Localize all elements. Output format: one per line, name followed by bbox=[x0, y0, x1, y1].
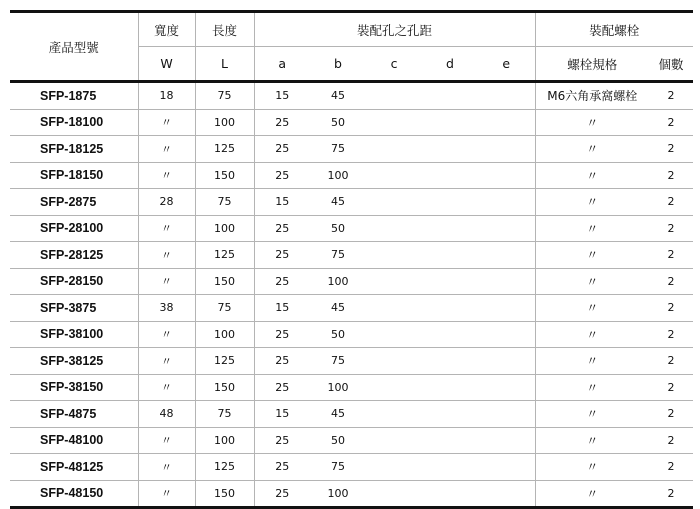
cell-model: SFP-3875 bbox=[10, 295, 138, 322]
cell-d bbox=[422, 162, 478, 189]
header-a: a bbox=[254, 47, 310, 82]
cell-model: SFP-18100 bbox=[10, 109, 138, 136]
cell-length: 150 bbox=[195, 268, 254, 295]
cell-model: SFP-38150 bbox=[10, 374, 138, 401]
cell-b: 45 bbox=[310, 295, 366, 322]
cell-model: SFP-38125 bbox=[10, 348, 138, 375]
cell-bolt-spec: 〃 bbox=[535, 427, 649, 454]
cell-qty: 2 bbox=[649, 215, 693, 242]
table-row bbox=[10, 162, 693, 189]
cell-bolt-spec: 〃 bbox=[535, 242, 649, 269]
cell-width: 〃 bbox=[138, 480, 195, 508]
cell-model: SFP-4875 bbox=[10, 401, 138, 428]
header-c: c bbox=[366, 47, 422, 82]
cell-model: SFP-18125 bbox=[10, 136, 138, 163]
cell-a: 25 bbox=[254, 374, 310, 401]
cell-a: 25 bbox=[254, 136, 310, 163]
cell-c bbox=[366, 427, 422, 454]
header-d: d bbox=[422, 47, 478, 82]
cell-length: 125 bbox=[195, 454, 254, 481]
cell-c bbox=[366, 321, 422, 348]
cell-width: 〃 bbox=[138, 162, 195, 189]
cell-c bbox=[366, 82, 422, 110]
cell-d bbox=[422, 82, 478, 110]
cell-c bbox=[366, 136, 422, 163]
cell-width: 〃 bbox=[138, 109, 195, 136]
header-length-symbol: L bbox=[195, 47, 254, 82]
cell-b: 50 bbox=[310, 427, 366, 454]
header-model: 產品型號 bbox=[10, 12, 138, 82]
cell-b: 100 bbox=[310, 374, 366, 401]
cell-bolt-spec: 〃 bbox=[535, 348, 649, 375]
cell-c bbox=[366, 268, 422, 295]
cell-length: 125 bbox=[195, 348, 254, 375]
cell-e bbox=[478, 321, 535, 348]
cell-width: 28 bbox=[138, 189, 195, 216]
table-row bbox=[10, 136, 693, 163]
cell-c bbox=[366, 480, 422, 508]
cell-e bbox=[478, 480, 535, 508]
cell-d bbox=[422, 427, 478, 454]
cell-bolt-spec: 〃 bbox=[535, 480, 649, 508]
cell-b: 50 bbox=[310, 215, 366, 242]
table-row bbox=[10, 401, 693, 428]
cell-e bbox=[478, 162, 535, 189]
cell-d bbox=[422, 295, 478, 322]
cell-d bbox=[422, 268, 478, 295]
table-row bbox=[10, 268, 693, 295]
cell-bolt-spec: 〃 bbox=[535, 109, 649, 136]
header-width: 寬度 bbox=[138, 12, 195, 47]
cell-a: 15 bbox=[254, 189, 310, 216]
cell-width: 〃 bbox=[138, 374, 195, 401]
table-row bbox=[10, 242, 693, 269]
cell-e bbox=[478, 189, 535, 216]
cell-model: SFP-48125 bbox=[10, 454, 138, 481]
cell-d bbox=[422, 136, 478, 163]
cell-e bbox=[478, 215, 535, 242]
table-row bbox=[10, 109, 693, 136]
table-row bbox=[10, 295, 693, 322]
cell-width: 〃 bbox=[138, 321, 195, 348]
header-width-symbol: W bbox=[138, 47, 195, 82]
cell-qty: 2 bbox=[649, 401, 693, 428]
cell-length: 75 bbox=[195, 82, 254, 110]
cell-c bbox=[366, 348, 422, 375]
cell-a: 25 bbox=[254, 321, 310, 348]
cell-b: 100 bbox=[310, 268, 366, 295]
cell-d bbox=[422, 321, 478, 348]
cell-model: SFP-2875 bbox=[10, 189, 138, 216]
cell-e bbox=[478, 82, 535, 110]
cell-b: 45 bbox=[310, 189, 366, 216]
table-row bbox=[10, 215, 693, 242]
cell-width: 〃 bbox=[138, 136, 195, 163]
header-length: 長度 bbox=[195, 12, 254, 47]
cell-c bbox=[366, 189, 422, 216]
cell-qty: 2 bbox=[649, 136, 693, 163]
spec-table-body bbox=[10, 82, 693, 508]
cell-qty: 2 bbox=[649, 295, 693, 322]
cell-bolt-spec: 〃 bbox=[535, 374, 649, 401]
cell-bolt-spec: M6六角承窩螺栓 bbox=[535, 82, 649, 110]
cell-width: 〃 bbox=[138, 268, 195, 295]
cell-length: 150 bbox=[195, 480, 254, 508]
cell-model: SFP-18150 bbox=[10, 162, 138, 189]
cell-bolt-spec: 〃 bbox=[535, 268, 649, 295]
cell-model: SFP-28150 bbox=[10, 268, 138, 295]
cell-a: 25 bbox=[254, 454, 310, 481]
cell-c bbox=[366, 109, 422, 136]
cell-b: 75 bbox=[310, 348, 366, 375]
cell-bolt-spec: 〃 bbox=[535, 189, 649, 216]
cell-width: 18 bbox=[138, 82, 195, 110]
cell-c bbox=[366, 401, 422, 428]
cell-length: 125 bbox=[195, 136, 254, 163]
cell-c bbox=[366, 242, 422, 269]
cell-qty: 2 bbox=[649, 268, 693, 295]
cell-e bbox=[478, 268, 535, 295]
cell-length: 75 bbox=[195, 401, 254, 428]
cell-qty: 2 bbox=[649, 189, 693, 216]
cell-d bbox=[422, 454, 478, 481]
cell-width: 〃 bbox=[138, 242, 195, 269]
cell-length: 75 bbox=[195, 295, 254, 322]
cell-qty: 2 bbox=[649, 321, 693, 348]
header-bolt-spec: 螺栓規格 bbox=[535, 47, 649, 82]
cell-width: 38 bbox=[138, 295, 195, 322]
cell-width: 〃 bbox=[138, 215, 195, 242]
cell-b: 45 bbox=[310, 82, 366, 110]
cell-model: SFP-1875 bbox=[10, 82, 138, 110]
cell-model: SFP-48150 bbox=[10, 480, 138, 508]
cell-length: 150 bbox=[195, 374, 254, 401]
table-row bbox=[10, 82, 693, 110]
cell-b: 45 bbox=[310, 401, 366, 428]
cell-b: 50 bbox=[310, 321, 366, 348]
cell-qty: 2 bbox=[649, 454, 693, 481]
cell-length: 75 bbox=[195, 189, 254, 216]
header-b: b bbox=[310, 47, 366, 82]
cell-c bbox=[366, 295, 422, 322]
cell-bolt-spec: 〃 bbox=[535, 136, 649, 163]
cell-a: 25 bbox=[254, 480, 310, 508]
cell-d bbox=[422, 189, 478, 216]
cell-e bbox=[478, 454, 535, 481]
header-e: e bbox=[478, 47, 535, 82]
cell-b: 100 bbox=[310, 162, 366, 189]
cell-a: 25 bbox=[254, 242, 310, 269]
cell-d bbox=[422, 215, 478, 242]
cell-e bbox=[478, 109, 535, 136]
cell-a: 25 bbox=[254, 162, 310, 189]
cell-e bbox=[478, 401, 535, 428]
table-row bbox=[10, 454, 693, 481]
cell-width: 48 bbox=[138, 401, 195, 428]
cell-c bbox=[366, 454, 422, 481]
cell-qty: 2 bbox=[649, 348, 693, 375]
table-row bbox=[10, 480, 693, 508]
cell-e bbox=[478, 427, 535, 454]
cell-bolt-spec: 〃 bbox=[535, 401, 649, 428]
cell-bolt-spec: 〃 bbox=[535, 321, 649, 348]
cell-bolt-spec: 〃 bbox=[535, 295, 649, 322]
cell-b: 75 bbox=[310, 136, 366, 163]
cell-bolt-spec: 〃 bbox=[535, 162, 649, 189]
cell-model: SFP-28125 bbox=[10, 242, 138, 269]
cell-e bbox=[478, 242, 535, 269]
cell-qty: 2 bbox=[649, 242, 693, 269]
cell-qty: 2 bbox=[649, 109, 693, 136]
cell-c bbox=[366, 374, 422, 401]
table-row bbox=[10, 348, 693, 375]
cell-a: 25 bbox=[254, 348, 310, 375]
spec-table bbox=[10, 10, 693, 509]
cell-d bbox=[422, 348, 478, 375]
cell-d bbox=[422, 374, 478, 401]
cell-a: 15 bbox=[254, 295, 310, 322]
table-row bbox=[10, 189, 693, 216]
cell-e bbox=[478, 136, 535, 163]
cell-e bbox=[478, 348, 535, 375]
cell-a: 15 bbox=[254, 401, 310, 428]
cell-model: SFP-28100 bbox=[10, 215, 138, 242]
cell-a: 25 bbox=[254, 109, 310, 136]
cell-d bbox=[422, 109, 478, 136]
cell-width: 〃 bbox=[138, 348, 195, 375]
cell-d bbox=[422, 242, 478, 269]
cell-length: 100 bbox=[195, 427, 254, 454]
table-row bbox=[10, 374, 693, 401]
header-qty: 個數 bbox=[649, 47, 693, 82]
cell-a: 25 bbox=[254, 215, 310, 242]
cell-b: 75 bbox=[310, 454, 366, 481]
cell-model: SFP-48100 bbox=[10, 427, 138, 454]
cell-qty: 2 bbox=[649, 82, 693, 110]
cell-a: 25 bbox=[254, 427, 310, 454]
table-row bbox=[10, 427, 693, 454]
cell-width: 〃 bbox=[138, 454, 195, 481]
cell-length: 125 bbox=[195, 242, 254, 269]
cell-a: 15 bbox=[254, 82, 310, 110]
cell-d bbox=[422, 401, 478, 428]
cell-d bbox=[422, 480, 478, 508]
cell-b: 75 bbox=[310, 242, 366, 269]
table-row bbox=[10, 321, 693, 348]
cell-e bbox=[478, 295, 535, 322]
cell-bolt-spec: 〃 bbox=[535, 454, 649, 481]
cell-model: SFP-38100 bbox=[10, 321, 138, 348]
cell-width: 〃 bbox=[138, 427, 195, 454]
cell-c bbox=[366, 162, 422, 189]
cell-length: 150 bbox=[195, 162, 254, 189]
cell-a: 25 bbox=[254, 268, 310, 295]
cell-qty: 2 bbox=[649, 427, 693, 454]
cell-c bbox=[366, 215, 422, 242]
cell-b: 50 bbox=[310, 109, 366, 136]
header-bolt: 裝配螺栓 bbox=[535, 12, 693, 47]
header-hole-pitch: 裝配孔之孔距 bbox=[254, 12, 535, 47]
cell-qty: 2 bbox=[649, 480, 693, 508]
cell-length: 100 bbox=[195, 321, 254, 348]
cell-qty: 2 bbox=[649, 162, 693, 189]
cell-qty: 2 bbox=[649, 374, 693, 401]
cell-b: 100 bbox=[310, 480, 366, 508]
cell-bolt-spec: 〃 bbox=[535, 215, 649, 242]
cell-e bbox=[478, 374, 535, 401]
cell-length: 100 bbox=[195, 215, 254, 242]
cell-length: 100 bbox=[195, 109, 254, 136]
